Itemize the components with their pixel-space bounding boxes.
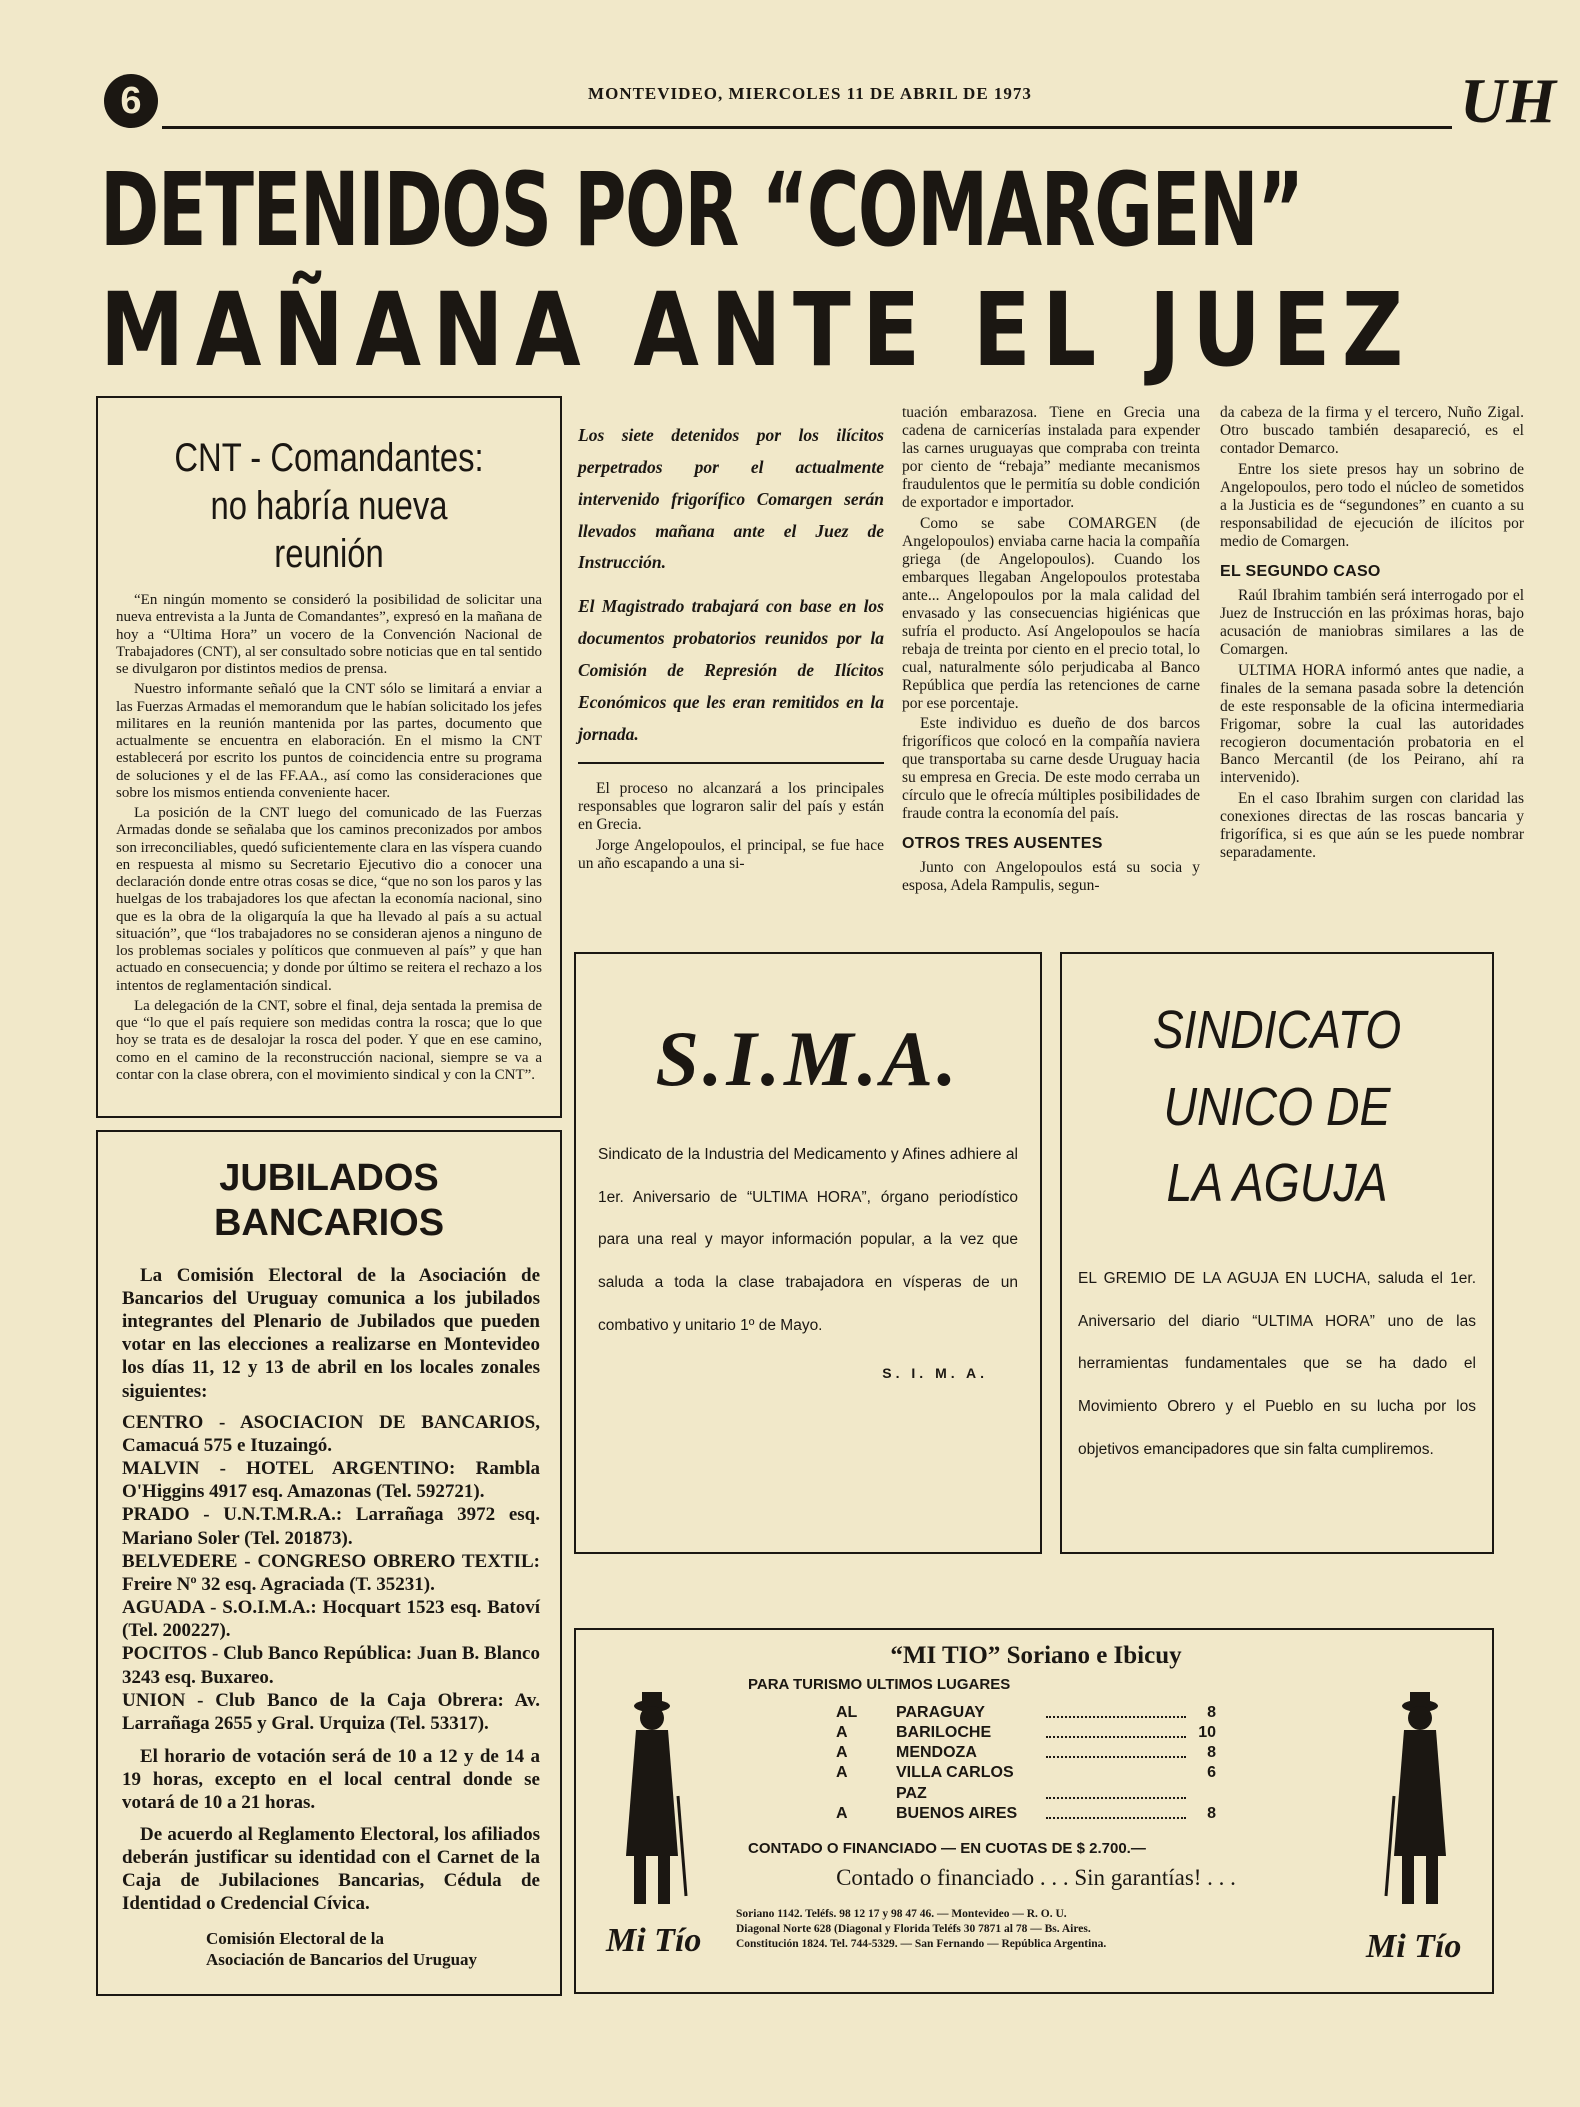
mitio-addresses bbox=[736, 1907, 1336, 1952]
lead-after-2: Jorge Angelopoulos, el principal, se fue hace un año escapando a una si- bbox=[578, 837, 884, 873]
cnt-paragraph: “En ningún momento se consideró la posibilidad de solicitar una nueva entrevista a la Junta de Comandantes”, expresó en la mañana de hoy a “Ultima Hora” un vocero de la Convención Nacional de Trabajadores (CNT), al ser consultado sobre noticias que en tal sentido se divulgaron por distintos medios de prensa. bbox=[116, 592, 542, 677]
header-rule bbox=[162, 126, 1452, 129]
sima-signature: S. I. M. A. bbox=[882, 1365, 988, 1382]
mitio-title: “MI TIO” Soriano e Ibicuy bbox=[890, 1642, 1182, 1669]
mitio-logo-left: Mi Tío bbox=[606, 1922, 702, 1959]
jubilados-intro: La Comisión Electoral de la Asociación de Bancarios del Uruguay comunica a los jubilados integrantes del Plenario de Jubilados que pueden votar en las elecciones a realizarse en Montevideo los días 11, 12 y 13 de abril en los locales zonales siguientes: bbox=[122, 1264, 540, 1402]
firma-line-1: Comisión Electoral de la bbox=[206, 1929, 385, 1949]
cnt-paragraph: Nuestro informante señaló que la CNT sólo se limitará a enviar a las Fuerzas Armadas el memorandum que le habían solicitado los jefes militares en la reunión mantenida por las partes, documento que actualmente se encuentra en elaboración. En el mismo la CNT establecerá por escrito los puntos de coincidencia entre su programa de soluciones y el de las FF.AA., así como las consideraciones que sobre los mismos entienda conveniente hacer. bbox=[116, 681, 542, 801]
headline-line-2: MAÑANA ANTE EL JUEZ bbox=[100, 271, 1415, 390]
col4-paragraph: Entre los siete presos hay un sobrino de Angelopoulos, pero todo el núcleo de sometidos a la Justicia es de “segundones” en cuanto a su responsabilidad de ejecución de ilícitos por medio de Comargen. bbox=[1220, 460, 1524, 550]
lead-intro bbox=[578, 420, 884, 750]
aguja-title-3: LA AGUJA bbox=[1166, 1153, 1388, 1214]
route-list bbox=[736, 1703, 1336, 1824]
mitio-address-2: Diagonal Norte 628 (Diagonal y Florida Teléfs 30 7871 al 78 — Bs. Aires. bbox=[736, 1922, 1091, 1935]
mitio-address-3: Constitución 1824. Tel. 744-5329. — San Fernando — República Argentina. bbox=[736, 1937, 1107, 1950]
jubilados-title-1: JUBILADOS bbox=[219, 1157, 439, 1199]
mitio-subtitle: PARA TURISMO ULTIMOS LUGARES bbox=[748, 1676, 1011, 1693]
jubilados-reglamento: De acuerdo al Reglamento Electoral, los afiliados deberán justificar su identidad con el Carnet de la Caja de Jubilaciones Bancarias, Cédula de Identidad o Credencial Cívica. bbox=[122, 1823, 540, 1915]
lead-body bbox=[578, 780, 884, 873]
aguja-title-2: UNICO DE bbox=[1163, 1076, 1391, 1137]
local-item: CENTRO - ASOCIACION DE BANCARIOS, Camacuá 575 e Ituzaingó. bbox=[122, 1411, 540, 1456]
aguja-ad bbox=[1060, 952, 1494, 1554]
jubilados-locales bbox=[122, 1411, 540, 1735]
mitio-price: CONTADO O FINANCIADO — EN CUOTAS DE $ 2.700.— bbox=[748, 1839, 1146, 1857]
lead-paragraph: Los siete detenidos por los ilícitos perpetrados por el actualmente intervenido frigorífico Comargen serán llevados mañana ante el Juez de Instrucción. bbox=[578, 425, 884, 573]
col3-paragraph: Este individuo es dueño de dos barcos frigoríficos que colocó en la compañía naviera que transportaba su carne desde Uruguay hacia su empresa en Grecia. De este modo cerraba un círculo que le ofrecía múltiples posibilidades de fraude contra la economía del país. bbox=[902, 715, 1200, 823]
jubilados-body bbox=[98, 1246, 560, 1971]
article-column-4 bbox=[1220, 404, 1524, 865]
mitio-address-1: Soriano 1142. Teléfs. 98 12 17 y 98 47 46. — Montevideo — R. O. U. bbox=[736, 1907, 1067, 1920]
article-column-3 bbox=[902, 404, 1200, 898]
cnt-article-title: CNT - Comandantes: no habría nueva reunión bbox=[174, 436, 484, 576]
col4-paragraph: da cabeza de la firma y el tercero, Nuño Zigal. Otro buscado también desapareció, es el contador Demarco. bbox=[1220, 404, 1524, 457]
mitio-slogan: Contado o financiado . . . Sin garantías! . . . bbox=[836, 1864, 1236, 1890]
sima-logo: S.I.M.A. bbox=[655, 1015, 961, 1102]
route-item: A VILLA CARLOS PAZ 6 bbox=[836, 1764, 1216, 1802]
local-item: UNION - Club Banco de la Caja Obrera: Av. Larrañaga 2655 y Gral. Urquiza (Tel. 53317). bbox=[122, 1689, 540, 1734]
local-item: MALVIN - HOTEL ARGENTINO: Rambla O'Higgins 4917 esq. Amazonas (Tel. 592721). bbox=[122, 1458, 540, 1503]
man-with-umbrella-right-icon bbox=[1374, 1686, 1466, 1916]
aguja-title-1: SINDICATO bbox=[1152, 1000, 1402, 1060]
section-heading-otros: OTROS TRES AUSENTES bbox=[902, 835, 1103, 853]
cnt-paragraph: La delegación de la CNT, sobre el final, deja sentada la premisa de que “lo que el país requiere son medidas contra la rosca; que lo que hoy se trata es de desalojar la rosca del poder. Y que en ese camino, como en el camino de la reconstrucción nacional, siempre se va a contar con la clase obrera, con el movimiento sindical y con la CNT”. bbox=[116, 997, 542, 1083]
jubilados-title-2: BANCARIOS bbox=[213, 1201, 445, 1244]
lead-paragraph: El Magistrado trabajará con base en los documentos probatorios reunidos por la Comisión de Represión de Ilícitos Económicos que les eran remitidos en la jornada. bbox=[578, 596, 884, 744]
route-item: AL PARAGUAY 8 bbox=[836, 1704, 1216, 1721]
headline-line-1: DETENIDOS POR “COMARGEN” bbox=[100, 151, 1303, 270]
col3-paragraph: Como se sabe COMARGEN (de Angelopoulos) enviaba carne hacia la compañía griega (de Angelopoulos). Cuando los embarques llegaban Angelopoulos protestaba ante... Angelopoulos por la mala calidad del envasado y las consecuencias higiénicas que sufría el producto. Así Angelopoulos se hacía rebaja de treinta por ciento en el precio total, lo cual, naturalmente sólo perjudicaba al Banco República que perdía las retenciones de carne por ese porcentaje. bbox=[902, 514, 1200, 712]
page-number: 6 bbox=[104, 74, 158, 128]
route-item: A MENDOZA 8 bbox=[836, 1744, 1216, 1762]
lead-rule bbox=[578, 762, 884, 764]
dateline: MONTEVIDEO, MIERCOLES 11 DE ABRIL DE 1973 bbox=[588, 84, 1032, 103]
cnt-article-box bbox=[96, 396, 562, 1118]
aguja-title bbox=[1062, 992, 1492, 1222]
lead-column bbox=[578, 420, 884, 876]
sima-ad bbox=[574, 952, 1042, 1554]
route-item: A BUENOS AIRES 8 bbox=[836, 1804, 1216, 1822]
jubilados-horario: El horario de votación será de 10 a 12 y de 14 a 19 horas, excepto en el local central donde se votará de 10 a 21 horas. bbox=[122, 1746, 540, 1814]
col4-after: En el caso Ibrahim surgen con claridad las conexiones directas de las roscas bancaria y frigorífica, si es que aún se les puede nombrar separadamente. bbox=[1220, 790, 1524, 862]
route-item: A BARILOCHE 10 bbox=[836, 1724, 1216, 1742]
local-item: AGUADA - S.O.I.M.A.: Hocquart 1523 esq. Batoví (Tel. 200227). bbox=[122, 1597, 540, 1642]
col4-after: ULTIMA HORA informó antes que nadie, a finales de la semana pasada sobre la detención de este responsable de la oficina intermediaria Frigomar, sobre la cual las autoridades recogieron documentación probatoria en el Banco Mercantil (de los Peirano, ahí ra intervenido). bbox=[1220, 661, 1524, 787]
local-item: BELVEDERE - CONGRESO OBRERO TEXTIL: Freire Nº 32 esq. Agraciada (T. 35231). bbox=[122, 1550, 540, 1595]
aguja-text: EL GREMIO DE LA AGUJA EN LUCHA, saluda el 1er. Aniversario del diario “ULTIMA HORA” uno de las herramientas fundamentales que se ha dado el Movimiento Obrero y el Pueblo en su lucha por los objetivos emancipadores que sin falta cumpliremos. bbox=[1078, 1270, 1476, 1458]
jubilados-ad bbox=[96, 1130, 562, 1996]
jubilados-firma bbox=[206, 1929, 540, 1970]
section-heading-segundo: EL SEGUNDO CASO bbox=[1220, 562, 1381, 580]
cnt-article-body bbox=[98, 592, 560, 1084]
local-item: POCITOS - Club Banco República: Juan B. Blanco 3243 esq. Buxareo. bbox=[122, 1643, 540, 1688]
man-with-umbrella-left-icon bbox=[606, 1686, 698, 1916]
col3-after: Junto con Angelopoulos está su socia y esposa, Adela Rampulis, segun- bbox=[902, 859, 1200, 895]
sima-text: Sindicato de la Industria del Medicamento y Afines adhiere al 1er. Aniversario de “ULTIMA HORA”, órgano periodístico para una real y mayor información popular, a la vez que saluda a toda la clase trabajadora en vísperas de un combativo y unitario 1º de Mayo. bbox=[598, 1146, 1018, 1334]
firma-line-2: Asociación de Bancarios del Uruguay bbox=[206, 1950, 478, 1970]
col3-paragraph: tuación embarazosa. Tiene en Grecia una cadena de carnicerías instalada para expender las carnes uruguayas que compraba con treinta por ciento de “rebaja” mediante mecanismos fraudulentos que le permitía su doble condición de exportador e importador. bbox=[902, 404, 1200, 511]
lead-after: El proceso no alcanzará a los principales responsables que lograron salir del país y están en Grecia. bbox=[578, 780, 884, 834]
mitio-center bbox=[736, 1642, 1336, 1952]
col4-after: Raúl Ibrahim también será interrogado por el Juez de Instrucción en las próximas horas, bajo acusación de maniobras similares a las de Comargen. bbox=[1220, 586, 1524, 658]
masthead-logo: UH bbox=[1460, 65, 1556, 136]
local-item: PRADO - U.N.T.M.R.A.: Larrañaga 3972 esq. Mariano Soler (Tel. 201873). bbox=[122, 1504, 540, 1549]
mitio-logo-right: Mi Tío bbox=[1366, 1928, 1462, 1965]
cnt-paragraph: La posición de la CNT luego del comunicado de las Fuerzas Armadas donde se señalaba que los caminos preconizados por ambos son irreconciliables, quedó suficientemente clara en las víspera cuando en respuesta al mismo su Secretario Ejecutivo dio a conocer una declaración donde entre otras cosas se dice, “que no son los paros y las huelgas de los trabajadores los que afectan la economía nacional, sino que es la obra de la oligarquía la que ha llevado al país a su actual situación”, que “los trabajadores no se consideran ajenos a ninguno de los problemas sociales y políticos que conmueven al país” y que han actuado en consecuencia; y donde por último se reitera el rechazo a los intentos de reglamentación sindical. bbox=[116, 805, 542, 994]
mitio-ad bbox=[574, 1628, 1494, 1994]
